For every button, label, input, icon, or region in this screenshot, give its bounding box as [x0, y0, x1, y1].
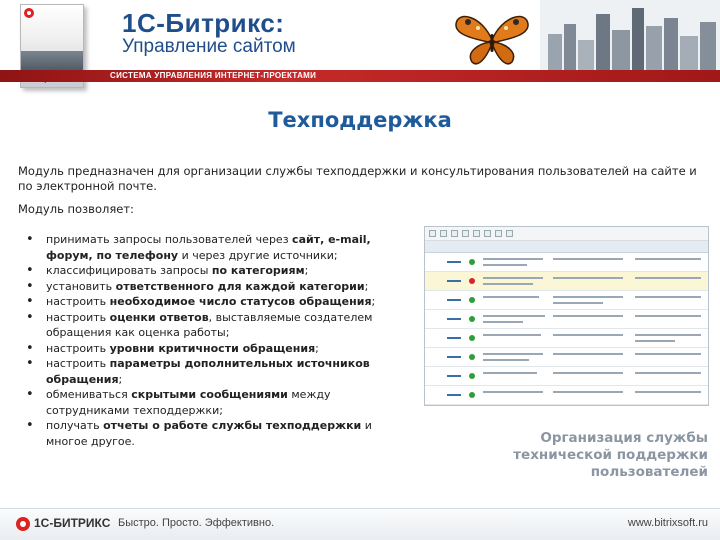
screenshot-toolbar — [425, 227, 708, 241]
list-item: • настроить параметры дополнительных источников обращения; — [26, 356, 406, 387]
list-item: • установить ответственного для каждой категории; — [26, 279, 406, 295]
list-item: • классифицировать запросы по категориям; — [26, 263, 406, 279]
screenshot-row — [425, 329, 708, 348]
tagline-bar — [0, 70, 720, 82]
screenshot-row — [425, 386, 708, 405]
screenshot-row — [425, 253, 708, 272]
footer-url-link[interactable]: www.bitrixsoft.ru — [627, 517, 708, 529]
screenshot-table-header — [425, 241, 708, 253]
footer — [0, 508, 720, 540]
list-item: • получать отчеты о работе службы техподдержки и многое другое. — [26, 418, 406, 449]
screenshot-row — [425, 367, 708, 386]
list-item: • настроить необходимое число статусов обращения; — [26, 294, 406, 310]
header — [0, 0, 720, 86]
bitrix-logo-icon — [24, 8, 34, 18]
bitrix-footer-logo-icon — [16, 517, 30, 531]
footer-slogan: Быстро. Просто. Эффективно. — [118, 517, 275, 529]
screenshot-caption: Организация службы технической поддержки пользователей — [513, 430, 708, 480]
list-item: • настроить оценки ответов, выставляемые создателем обращения как оценка работы; — [26, 310, 406, 341]
butterfly-image — [452, 6, 532, 70]
screenshot-row — [425, 348, 708, 367]
intro-text: Модуль предназначен для организации службы техподдержки и консультирования пользователей на сайте и по электронной почте. — [18, 164, 697, 193]
features-label: Модуль позволяет: — [18, 202, 134, 216]
product-title: 1С-Битрикс: — [122, 8, 285, 38]
list-item: • принимать запросы пользователей через сайт, e-mail, форум, по телефону и через другие источники; — [26, 232, 406, 263]
list-item: • настроить уровни критичности обращения; — [26, 341, 406, 357]
screenshot-row — [425, 291, 708, 310]
list-item: • обмениваться скрытыми сообщениями между сотрудниками техподдержки; — [26, 387, 406, 418]
page-title: Техподдержка — [268, 108, 452, 132]
city-skyline-image — [540, 0, 720, 72]
footer-brand: 1С-БИТРИКС — [34, 516, 111, 530]
helpdesk-screenshot-image — [424, 226, 709, 406]
screenshot-row — [425, 310, 708, 329]
screenshot-row — [425, 272, 708, 291]
feature-list — [26, 232, 406, 449]
tagline: СИСТЕМА УПРАВЛЕНИЯ ИНТЕРНЕТ-ПРОЕКТАМИ — [110, 71, 317, 80]
product-subtitle: Управление сайтом — [122, 36, 296, 57]
